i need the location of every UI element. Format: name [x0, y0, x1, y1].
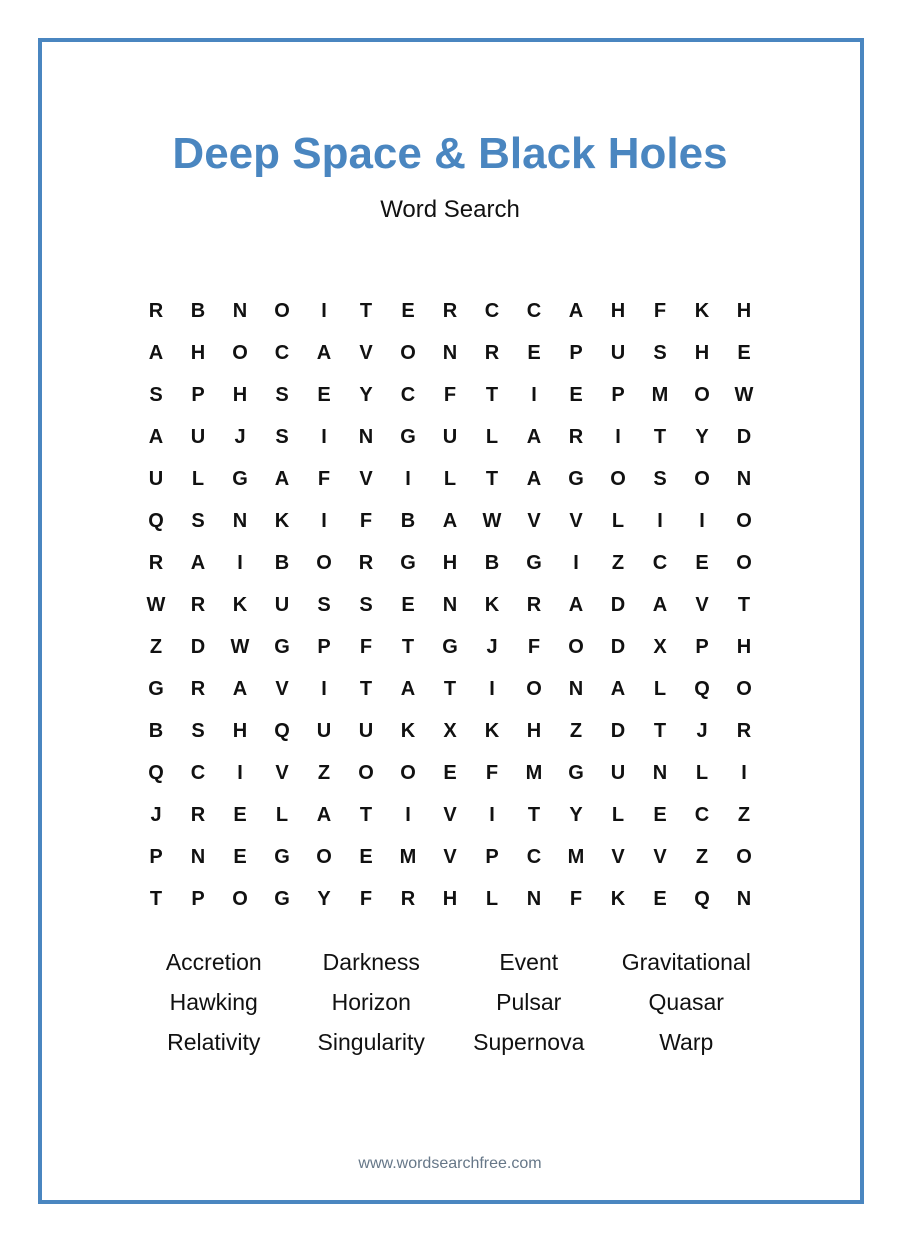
- grid-letter: L: [611, 803, 625, 826]
- grid-letter: F: [359, 509, 373, 532]
- grid-letter: H: [190, 341, 206, 364]
- grid-letter: S: [275, 425, 289, 448]
- grid-letter: Q: [694, 677, 710, 700]
- grid-letter: Q: [694, 887, 710, 910]
- grid-letter: I: [405, 467, 411, 490]
- grid-letter: F: [443, 383, 457, 406]
- grid-letter: A: [568, 593, 584, 616]
- grid-letter: N: [358, 425, 374, 448]
- grid-letter: T: [527, 803, 541, 826]
- grid-letter: P: [149, 845, 163, 868]
- grid-letter: I: [489, 803, 495, 826]
- grid-letter: O: [694, 467, 710, 490]
- grid-letter: D: [610, 593, 626, 616]
- grid-letter: H: [232, 719, 248, 742]
- grid-letter: U: [316, 719, 332, 742]
- grid-letter: T: [401, 635, 415, 658]
- grid-letter: F: [527, 635, 541, 658]
- grid-letter: V: [359, 467, 373, 490]
- grid-letter: U: [610, 761, 626, 784]
- grid-letter: T: [359, 803, 373, 826]
- grid-letter: L: [695, 761, 709, 784]
- grid-letter: E: [737, 341, 751, 364]
- grid-letter: S: [653, 341, 667, 364]
- grid-letter: T: [653, 425, 667, 448]
- grid-letter: K: [400, 719, 416, 742]
- grid-letter: F: [569, 887, 583, 910]
- grid-letter: S: [317, 593, 331, 616]
- grid-letter: T: [653, 719, 667, 742]
- grid-letter: R: [190, 677, 206, 700]
- grid-letter: O: [316, 551, 332, 574]
- grid-letter: U: [442, 425, 458, 448]
- grid-letter: H: [736, 299, 752, 322]
- grid-letter: A: [610, 677, 626, 700]
- grid-letter: F: [653, 299, 667, 322]
- grid-letter: G: [274, 635, 290, 658]
- word-list-item: Supernova: [473, 1029, 585, 1055]
- grid-letter: R: [442, 299, 458, 322]
- grid-letter: O: [736, 551, 752, 574]
- grid-letter: V: [443, 803, 457, 826]
- grid-letter: C: [274, 341, 290, 364]
- grid-letter: I: [321, 509, 327, 532]
- word-list-item: Hawking: [169, 989, 258, 1015]
- grid-letter: V: [653, 845, 667, 868]
- grid-letter: G: [274, 887, 290, 910]
- grid-letter: E: [653, 887, 667, 910]
- grid-letter: R: [358, 551, 374, 574]
- grid-letter: I: [531, 383, 537, 406]
- grid-letter: Z: [611, 551, 625, 574]
- grid-letter: K: [484, 719, 500, 742]
- grid-letter: I: [321, 677, 327, 700]
- grid-letter: M: [567, 845, 585, 868]
- grid-letter: Q: [274, 719, 290, 742]
- grid-letter: N: [736, 887, 752, 910]
- grid-letter: I: [237, 761, 243, 784]
- grid-letter: W: [146, 593, 166, 616]
- word-list-item: Gravitational: [621, 949, 751, 975]
- grid-letter: B: [274, 551, 290, 574]
- grid-letter: I: [615, 425, 621, 448]
- grid-letter: E: [233, 803, 247, 826]
- word-list-item: Horizon: [331, 989, 411, 1015]
- grid-letter: B: [190, 299, 206, 322]
- grid-letter: H: [610, 299, 626, 322]
- grid-letter: O: [736, 677, 752, 700]
- grid-letter: T: [485, 467, 499, 490]
- grid-letter: R: [148, 551, 164, 574]
- footer-url: www.wordsearchfree.com: [358, 1155, 542, 1172]
- grid-letter: I: [741, 761, 747, 784]
- grid-letter: G: [400, 551, 416, 574]
- grid-letter: V: [569, 509, 583, 532]
- grid-letter: G: [274, 845, 290, 868]
- grid-letter: I: [237, 551, 243, 574]
- word-list-item: Accretion: [165, 949, 262, 975]
- grid-letter: O: [610, 467, 626, 490]
- grid-letter: E: [233, 845, 247, 868]
- grid-letter: S: [275, 383, 289, 406]
- grid-letter: A: [148, 425, 164, 448]
- grid-letter: E: [527, 341, 541, 364]
- grid-letter: R: [148, 299, 164, 322]
- grid-letter: K: [232, 593, 248, 616]
- grid-letter: I: [321, 299, 327, 322]
- grid-letter: Y: [569, 803, 583, 826]
- grid-letter: I: [657, 509, 663, 532]
- grid-letter: H: [442, 551, 458, 574]
- grid-letter: D: [190, 635, 206, 658]
- grid-letter: S: [149, 383, 163, 406]
- grid-letter: O: [400, 761, 416, 784]
- grid-letter: K: [694, 299, 710, 322]
- grid-letter: O: [526, 677, 542, 700]
- grid-letter: R: [400, 887, 416, 910]
- grid-letter: N: [736, 467, 752, 490]
- grid-letter: A: [526, 467, 542, 490]
- grid-letter: F: [359, 635, 373, 658]
- grid-letter: L: [485, 425, 499, 448]
- grid-letter: I: [573, 551, 579, 574]
- grid-letter: A: [568, 299, 584, 322]
- grid-letter: X: [443, 719, 457, 742]
- grid-letter: N: [568, 677, 584, 700]
- grid-letter: E: [401, 299, 415, 322]
- grid-letter: A: [400, 677, 416, 700]
- grid-letter: B: [484, 551, 500, 574]
- grid-letter: I: [489, 677, 495, 700]
- grid-letter: A: [148, 341, 164, 364]
- grid-letter: V: [275, 677, 289, 700]
- word-list-item: Quasar: [648, 989, 724, 1015]
- grid-letter: G: [568, 467, 584, 490]
- grid-letter: Y: [695, 425, 709, 448]
- grid-letter: C: [190, 761, 206, 784]
- grid-letter: H: [232, 383, 248, 406]
- grid-letter: X: [653, 635, 667, 658]
- grid-letter: H: [694, 341, 710, 364]
- grid-letter: C: [526, 845, 542, 868]
- grid-letter: M: [525, 761, 543, 784]
- grid-letter: U: [148, 467, 164, 490]
- grid-letter: P: [569, 341, 583, 364]
- grid-letter: H: [526, 719, 542, 742]
- grid-letter: E: [569, 383, 583, 406]
- grid-letter: N: [442, 341, 458, 364]
- grid-letter: K: [274, 509, 290, 532]
- grid-letter: V: [275, 761, 289, 784]
- puzzle-subtitle: Word Search: [380, 196, 520, 223]
- grid-letter: T: [485, 383, 499, 406]
- grid-letter: E: [359, 845, 373, 868]
- grid-letter: N: [442, 593, 458, 616]
- grid-letter: W: [734, 383, 754, 406]
- grid-letter: A: [526, 425, 542, 448]
- grid-letter: G: [568, 761, 584, 784]
- grid-letter: L: [653, 677, 667, 700]
- grid-letter: T: [149, 887, 163, 910]
- grid-letter: F: [359, 887, 373, 910]
- grid-letter: K: [484, 593, 500, 616]
- grid-letter: J: [150, 803, 162, 826]
- grid-letter: Z: [737, 803, 751, 826]
- letter-grid: [135, 290, 765, 920]
- grid-letter: O: [400, 341, 416, 364]
- grid-letter: A: [232, 677, 248, 700]
- grid-letter: T: [443, 677, 457, 700]
- grid-letter: P: [191, 383, 205, 406]
- grid-letter: O: [736, 845, 752, 868]
- grid-letter: N: [652, 761, 668, 784]
- grid-letter: O: [694, 383, 710, 406]
- grid-letter: P: [317, 635, 331, 658]
- grid-letter: H: [736, 635, 752, 658]
- grid-letter: N: [190, 845, 206, 868]
- grid-letter: N: [232, 299, 248, 322]
- grid-letter: I: [321, 425, 327, 448]
- grid-letter: I: [405, 803, 411, 826]
- grid-letter: F: [485, 761, 499, 784]
- grid-letter: O: [736, 509, 752, 532]
- grid-letter: T: [737, 593, 751, 616]
- grid-letter: O: [568, 635, 584, 658]
- grid-letter: N: [526, 887, 542, 910]
- word-list: [135, 942, 765, 1062]
- grid-letter: L: [611, 509, 625, 532]
- grid-letter: P: [485, 845, 499, 868]
- grid-letter: Q: [148, 761, 164, 784]
- grid-letter: J: [486, 635, 498, 658]
- grid-letter: V: [611, 845, 625, 868]
- grid-letter: A: [316, 341, 332, 364]
- grid-letter: S: [359, 593, 373, 616]
- grid-letter: V: [359, 341, 373, 364]
- grid-letter: O: [358, 761, 374, 784]
- grid-letter: S: [191, 509, 205, 532]
- grid-letter: U: [610, 341, 626, 364]
- grid-letter: G: [148, 677, 164, 700]
- grid-letter: T: [359, 677, 373, 700]
- grid-letter: D: [736, 425, 752, 448]
- grid-letter: L: [191, 467, 205, 490]
- grid-letter: C: [400, 383, 416, 406]
- grid-letter: Q: [148, 509, 164, 532]
- grid-letter: V: [695, 593, 709, 616]
- grid-letter: P: [611, 383, 625, 406]
- grid-letter: A: [442, 509, 458, 532]
- grid-letter: B: [148, 719, 164, 742]
- word-list-item: Event: [499, 949, 559, 975]
- grid-letter: P: [191, 887, 205, 910]
- grid-letter: B: [400, 509, 416, 532]
- grid-letter: I: [699, 509, 705, 532]
- grid-letter: U: [274, 593, 290, 616]
- grid-letter: O: [274, 299, 290, 322]
- grid-letter: E: [653, 803, 667, 826]
- grid-letter: F: [317, 467, 331, 490]
- grid-letter: M: [399, 845, 417, 868]
- grid-letter: V: [527, 509, 541, 532]
- grid-letter: S: [191, 719, 205, 742]
- grid-letter: Z: [569, 719, 583, 742]
- word-list-item: Singularity: [317, 1029, 425, 1055]
- grid-letter: L: [443, 467, 457, 490]
- grid-letter: E: [317, 383, 331, 406]
- grid-letter: S: [653, 467, 667, 490]
- word-list-item: Darkness: [322, 949, 420, 975]
- puzzle-title: Deep Space & Black Holes: [172, 129, 728, 178]
- grid-letter: E: [695, 551, 709, 574]
- grid-letter: P: [695, 635, 709, 658]
- grid-letter: E: [401, 593, 415, 616]
- grid-letter: C: [484, 299, 500, 322]
- grid-letter: Z: [149, 635, 163, 658]
- grid-letter: E: [443, 761, 457, 784]
- grid-letter: Z: [317, 761, 331, 784]
- grid-letter: C: [694, 803, 710, 826]
- grid-letter: L: [485, 887, 499, 910]
- grid-letter: J: [234, 425, 246, 448]
- grid-letter: R: [568, 425, 584, 448]
- grid-letter: H: [442, 887, 458, 910]
- grid-letter: U: [358, 719, 374, 742]
- grid-letter: M: [651, 383, 669, 406]
- grid-letter: D: [610, 635, 626, 658]
- grid-letter: W: [482, 509, 502, 532]
- grid-letter: Y: [317, 887, 331, 910]
- grid-letter: A: [190, 551, 206, 574]
- grid-letter: O: [232, 887, 248, 910]
- grid-letter: O: [232, 341, 248, 364]
- grid-letter: U: [190, 425, 206, 448]
- word-list-item: Pulsar: [496, 989, 562, 1015]
- grid-letter: R: [526, 593, 542, 616]
- grid-letter: G: [232, 467, 248, 490]
- grid-letter: G: [442, 635, 458, 658]
- grid-letter: K: [610, 887, 626, 910]
- grid-letter: R: [484, 341, 500, 364]
- grid-letter: A: [274, 467, 290, 490]
- grid-letter: Z: [695, 845, 709, 868]
- grid-letter: R: [190, 593, 206, 616]
- grid-letter: A: [316, 803, 332, 826]
- grid-letter: V: [443, 845, 457, 868]
- word-list-item: Warp: [659, 1029, 714, 1055]
- grid-letter: L: [275, 803, 289, 826]
- grid-letter: D: [610, 719, 626, 742]
- grid-letter: G: [400, 425, 416, 448]
- grid-letter: R: [190, 803, 206, 826]
- grid-letter: J: [696, 719, 708, 742]
- grid-letter: G: [526, 551, 542, 574]
- grid-letter: Y: [359, 383, 373, 406]
- word-list-item: Relativity: [167, 1029, 261, 1055]
- grid-letter: R: [736, 719, 752, 742]
- grid-letter: T: [359, 299, 373, 322]
- grid-letter: W: [230, 635, 250, 658]
- grid-letter: A: [652, 593, 668, 616]
- grid-letter: C: [526, 299, 542, 322]
- grid-letter: N: [232, 509, 248, 532]
- grid-letter: C: [652, 551, 668, 574]
- grid-letter: O: [316, 845, 332, 868]
